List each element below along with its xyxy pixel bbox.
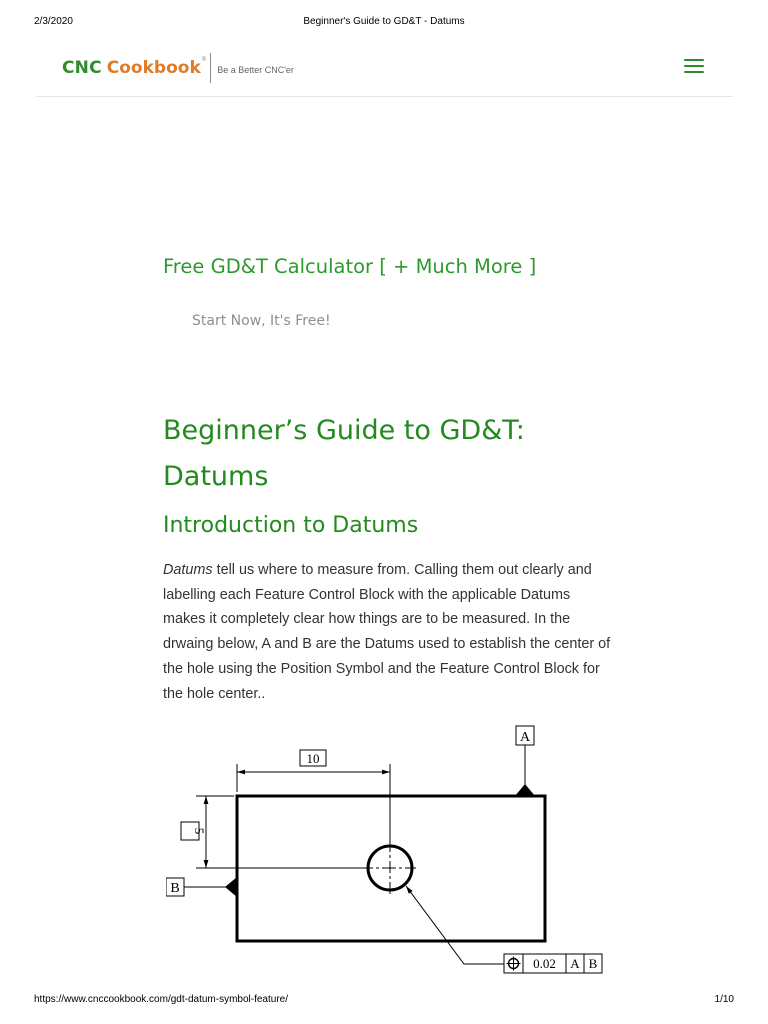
section-heading: Introduction to Datums — [163, 513, 419, 538]
datum-a-label: A — [519, 730, 531, 745]
print-date: 2/3/2020 — [34, 16, 73, 27]
print-footer — [0, 994, 768, 1008]
site-logo[interactable] — [62, 53, 294, 83]
fcf-datum-b: B — [588, 956, 598, 971]
promo-cta[interactable]: Start Now, It's Free! — [192, 313, 331, 329]
logo-divider — [210, 53, 211, 83]
logo-cnc: CNC — [62, 58, 102, 78]
fcf-tolerance: 0.02 — [533, 956, 556, 971]
logo-tagline: Be a Better CNC'er — [217, 65, 294, 75]
promo-headline[interactable]: Free GD&T Calculator [ + Much More ] — [163, 255, 537, 278]
dimension-5: 5 — [192, 827, 207, 835]
intro-paragraph — [163, 558, 613, 706]
datum-drawing — [166, 722, 616, 977]
hamburger-menu-icon[interactable] — [684, 58, 704, 74]
dimension-10: 10 — [306, 751, 320, 766]
page-url: https://www.cnccookbook.com/gdt-datum-symbol-feature/ — [34, 994, 288, 1005]
page-number: 1/10 — [714, 994, 734, 1005]
datums-emphasis: Datums — [163, 562, 213, 578]
article-title: Beginner’s Guide to GD&T: Datums — [163, 415, 525, 492]
intro-paragraph-text: tell us where to measure from. Calling them out clearly and labelling each Feature Control Block with the applicable Datums makes it completely clear how things are to be measured. In the drwaing below, A and B are the Datums used to establish the center of the hole using the Position Symbol and the Feature Control Block for the hole center.. — [163, 562, 611, 702]
print-title: Beginner's Guide to GD&T - Datums — [303, 16, 465, 27]
fcf-datum-a: A — [570, 956, 580, 971]
datum-a-triangle — [515, 784, 535, 796]
logo-cookbook: Cookbook — [106, 58, 201, 78]
datum-b-triangle — [225, 877, 237, 897]
logo-registered-mark: ® — [201, 57, 207, 63]
print-header — [0, 16, 768, 30]
datum-b-label: B — [170, 881, 180, 896]
header-divider — [36, 96, 733, 97]
